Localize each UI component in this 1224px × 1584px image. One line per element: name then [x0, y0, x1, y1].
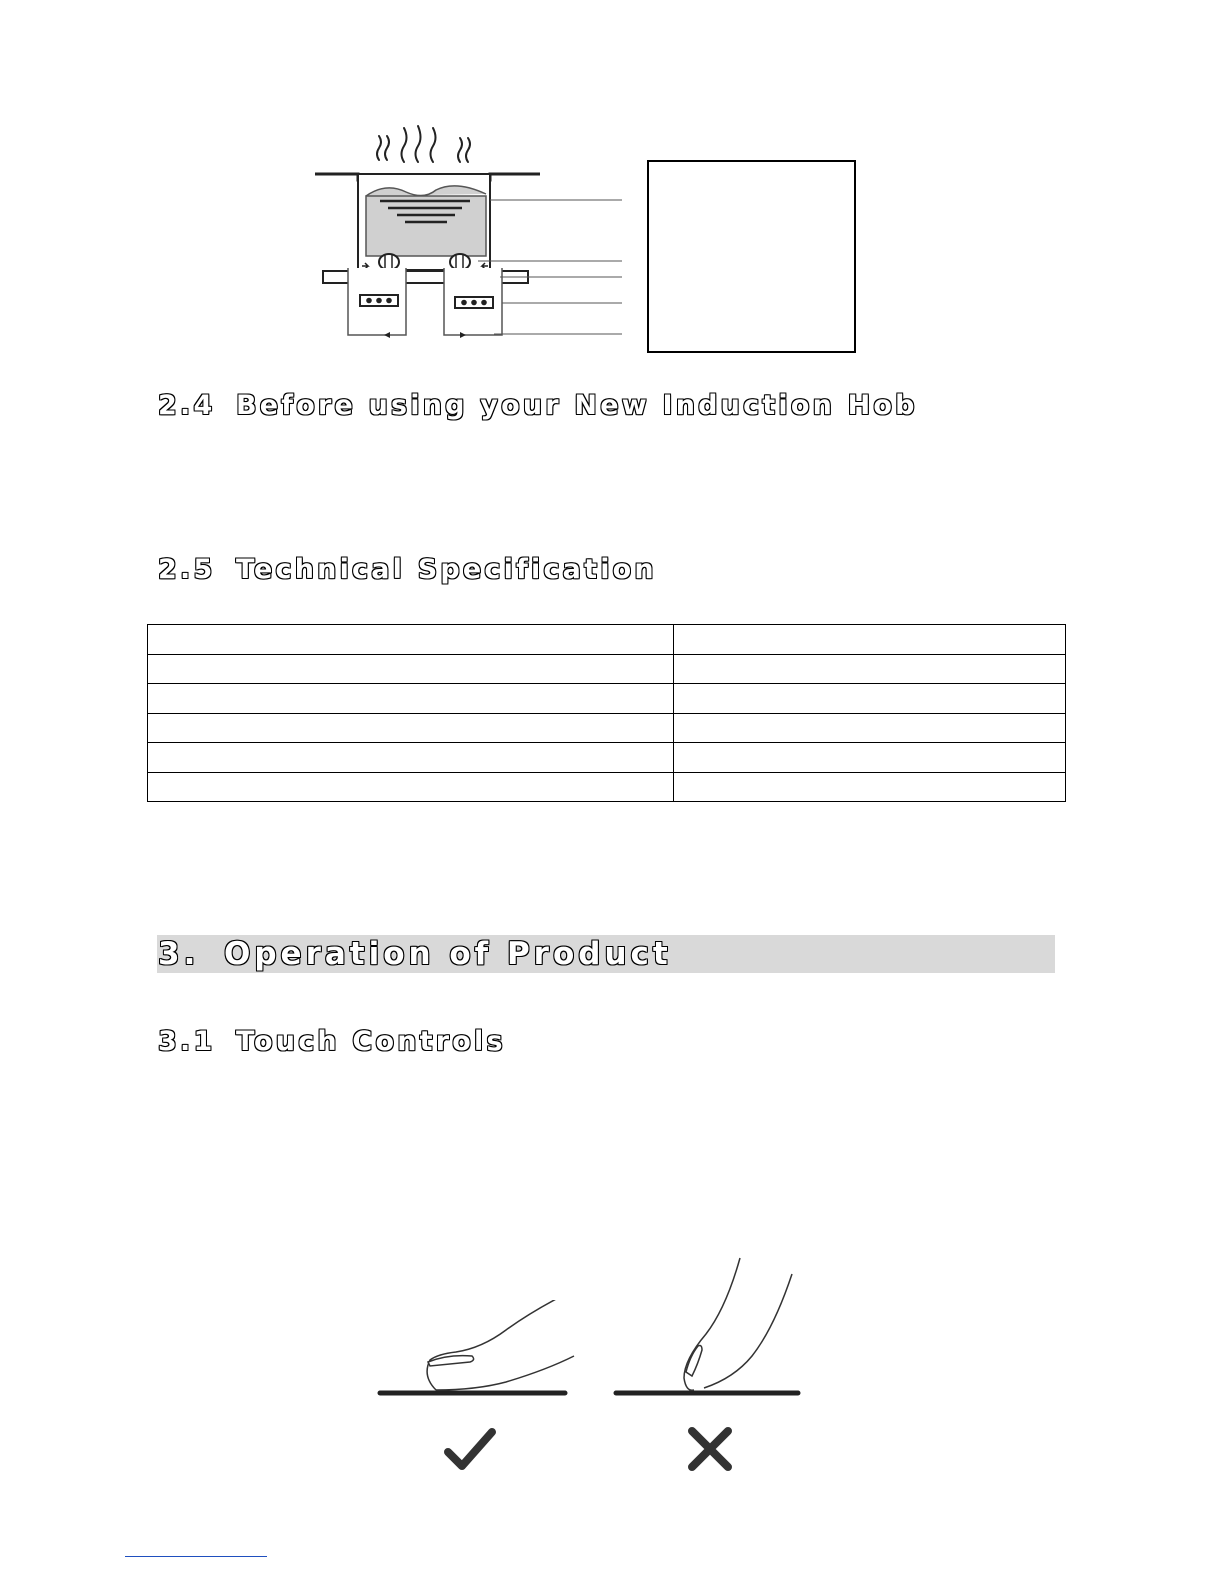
technical-specification-table [147, 624, 1066, 802]
table-cell [674, 772, 1066, 802]
table-row [148, 713, 1066, 743]
table-row [148, 684, 1066, 714]
table-cell [674, 743, 1066, 773]
section-number: 2.5 [158, 554, 216, 585]
diagram-legend-box [647, 160, 856, 353]
chapter-title: Operation of Product [224, 936, 672, 972]
section-title: Technical Specification [236, 554, 657, 585]
section-heading-3-1 [158, 1028, 506, 1055]
section-title: Before using your New Induction Hob [236, 390, 918, 421]
table-row [148, 772, 1066, 802]
table-cell [148, 654, 674, 684]
section-title: Touch Controls [236, 1026, 506, 1057]
footnote-separator-link[interactable] [125, 1556, 267, 1557]
section-number: 3.1 [158, 1026, 216, 1057]
table-row [148, 654, 1066, 684]
section-heading-2-5 [158, 556, 657, 583]
table-cell [674, 625, 1066, 655]
flat-finger-touch-icon [370, 1300, 580, 1400]
table-cell [148, 743, 674, 773]
table-cell [148, 713, 674, 743]
section-number: 2.4 [158, 390, 216, 421]
section-heading-2-4 [158, 392, 918, 419]
table-cell [148, 772, 674, 802]
table-cell [148, 684, 674, 714]
table-row [148, 743, 1066, 773]
induction-hob-cross-section-icon [300, 120, 630, 350]
chapter-number: 3. [158, 936, 200, 972]
checkmark-icon [444, 1426, 496, 1472]
fingertip-touch-icon [605, 1250, 810, 1400]
chapter-heading-3 [158, 936, 672, 972]
table-cell [674, 684, 1066, 714]
table-cell [674, 654, 1066, 684]
table-cell [674, 713, 1066, 743]
table-cell [148, 625, 674, 655]
cross-icon [686, 1426, 734, 1472]
table-row [148, 625, 1066, 655]
